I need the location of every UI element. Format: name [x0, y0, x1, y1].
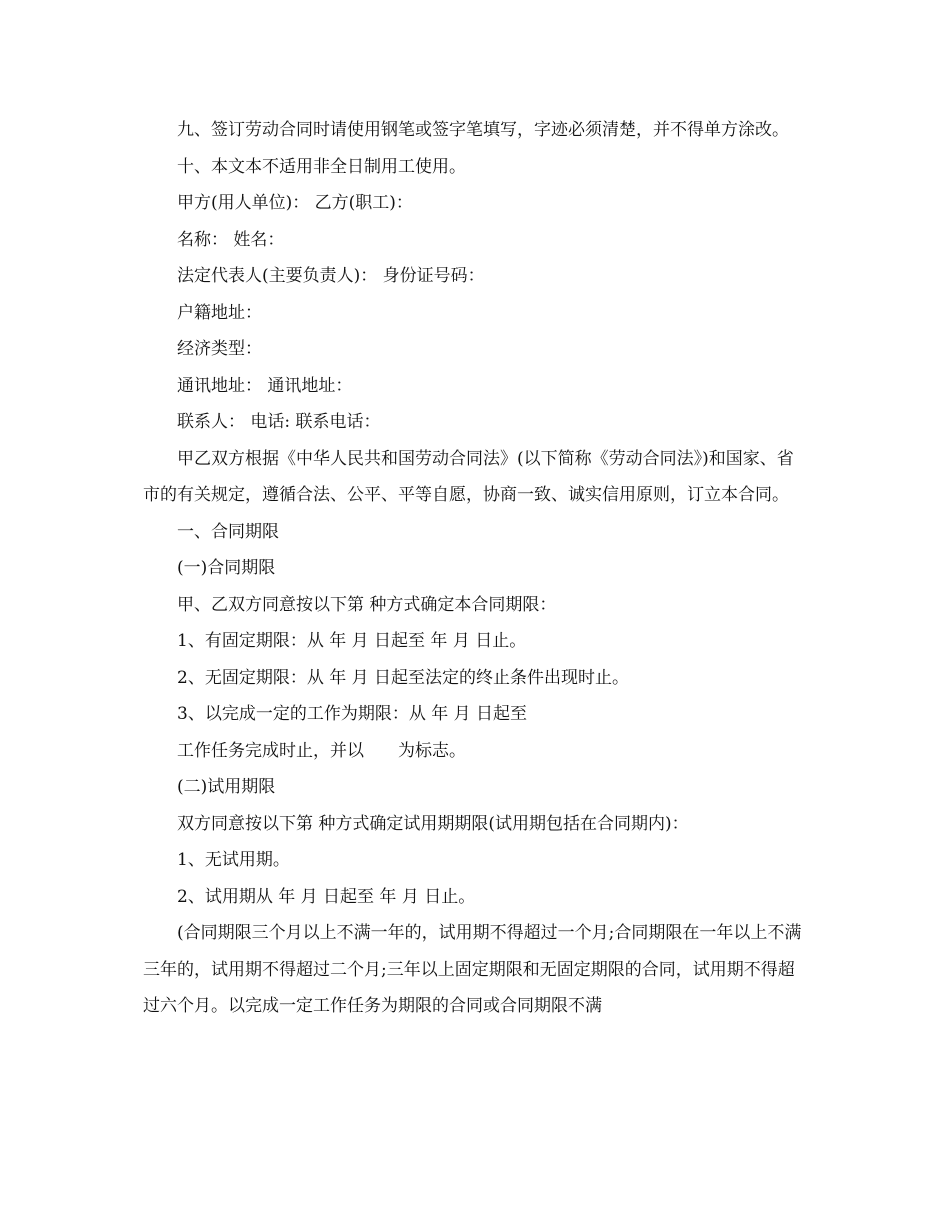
economic-type-field: 经济类型： [177, 339, 262, 359]
mailing-address-fields: 通讯地址： 通讯地址： [177, 375, 353, 396]
paragraph-1: 九、签订劳动合同时请使用钢笔或签字笔填写，字迹必须清楚，并不得单方涂改。 [177, 120, 789, 140]
name-fields: 名称： 姓名： [177, 229, 285, 250]
section-heading-contract-term: 一、合同期限 [177, 521, 279, 542]
subsection-heading-contract-term: (一)合同期限 [177, 558, 276, 578]
probation-rules-paragraph: (合同期限三个月以上不满一年的，试用期不得超过一个月;合同期限在一年以上不满三年的，试用期不得超过二个月;三年以上固定期限和无固定期限的合同，试用期不得超过六个月。以完成一定工作任务为期限的合同或合同期限不满 [143, 923, 802, 1016]
fixed-term-option: 1、有固定期限：从 年 月 日起至 年 月 日止。 [177, 631, 527, 651]
task-term-option: 3、以完成一定的工作为期限：从 年 月 日起至 [177, 704, 528, 724]
probation-period-option: 2、试用期从 年 月 日起至 年 月 日止。 [177, 886, 476, 907]
paragraph-2: 十、本文本不适用非全日制用工使用。 [177, 156, 466, 177]
task-term-completion-line: 工作任务完成时止，并以 为标志。 [177, 740, 466, 761]
household-address-field: 户籍地址： [177, 302, 262, 323]
representative-id-fields: 法定代表人(主要负责人)： 身份证号码： [177, 266, 485, 286]
party-header: 甲方(用人单位)： 乙方(职工)： [177, 193, 413, 213]
no-probation-option: 1、无试用期。 [177, 850, 290, 870]
contact-fields: 联系人： 电话: 联系电话： [177, 412, 381, 432]
open-term-option: 2、无固定期限：从 年 月 日起至法定的终止条件出现时止。 [177, 667, 630, 688]
preamble-paragraph: 甲乙双方根据《中华人民共和国劳动合同法》(以下简称《劳动合同法》)和国家、省市的有关规定，遵循合法、公平、平等自愿，协商一致、诚实信用原则，订立本合同。 [143, 448, 794, 505]
probation-method-line: 双方同意按以下第 种方式确定试用期期限(试用期包括在合同期内)： [177, 813, 689, 834]
term-method-line: 甲、乙双方同意按以下第 种方式确定本合同期限： [177, 594, 557, 615]
subsection-heading-probation: (二)试用期限 [177, 777, 276, 797]
document-body [143, 112, 803, 1025]
